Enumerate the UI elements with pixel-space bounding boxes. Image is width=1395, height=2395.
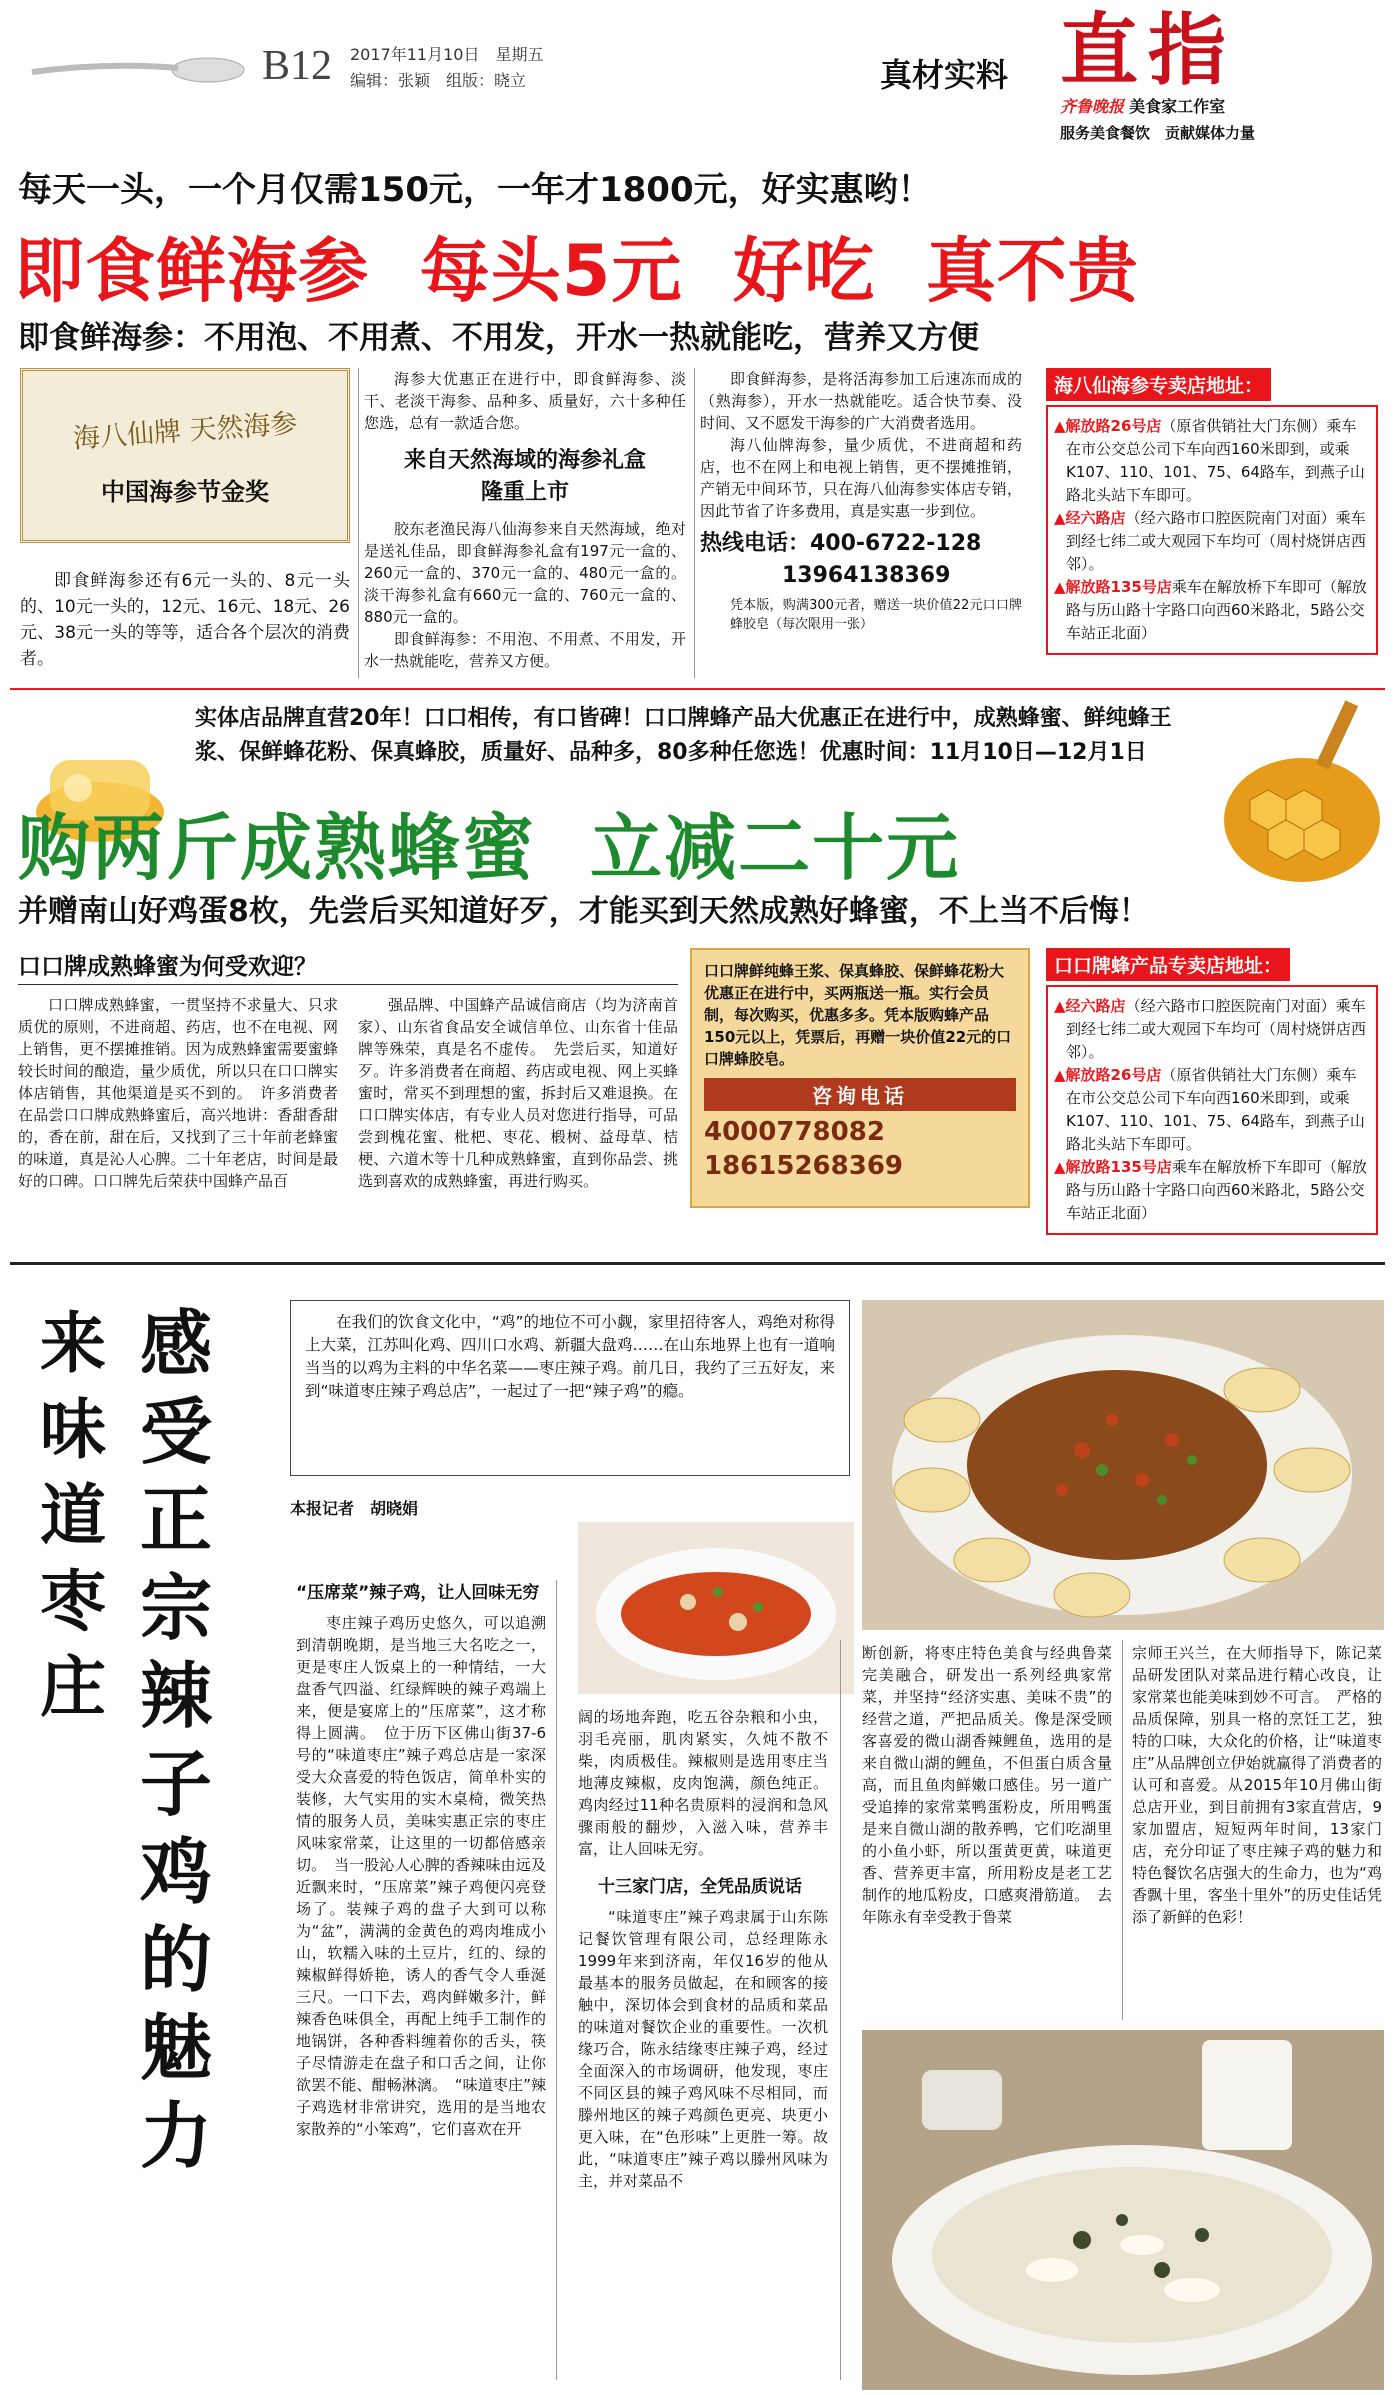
article-col3: 断创新，将枣庄特色美食与经典鲁菜完美融合，研发出一系列经典家常菜，并坚持“经济实惠、美味不贵”的经营之道，严把品质关。像是深受顾客喜爱的微山湖香辣鲤鱼，选用的是来自微山湖的鲤鱼，不但蛋白质含量高，而且鱼肉鲜嫩口感佳。另一道广受追捧的家常菜鸭蛋粉皮，所用鸭蛋是来自微山湖的散养鸭，它们吃湖里的小鱼小虾，所以蛋黄更黄，味道更香、营养更丰富，所用粉皮是老工艺制作的地瓜粉皮，口感爽滑筋道。 去年陈永有幸受教于鲁菜 (862, 1644, 1112, 1926)
ad2-phone2: 18615268369 (704, 1151, 903, 1181)
header-date: 2017年11月10日 星期五 (350, 45, 544, 64)
brand-logo (1060, 6, 1380, 156)
ad1-note: 凭本版，购满300元者，赠送一块价值22元口口牌蜂胶皂（每次限用一张） (730, 598, 1022, 632)
award-title: 中国海参节金奖 (101, 477, 269, 506)
ad1-hotline2: 13964138369 (782, 563, 951, 588)
section-title: 真材实料 (880, 56, 1009, 94)
ad2-col1: 口口牌成熟蜂蜜，一贯坚持不求量大、只求质优的原则，不进商超、药店，也不在电视、网上销售，更不摆摊推销。因为成熟蜂蜜需要蜜蜂较长时间的酿造，量少质优，所以只在口口牌实体店销售，其他渠道是买不到的。 许多消费者在品尝口口牌成熟蜂蜜后，高兴地讲：香甜香甜的，香在前，甜在后，又找到了三十年前老蜂蜜的味道，真是沁人心脾。二十年老店，时间是最好的口碑。口口牌先后荣获中国蜂产品百 (18, 996, 338, 1190)
store-item: ▲解放路135号店乘车在解放桥下车即可（解放路与历山路十字路口向西60米路北，5路公交车站正北面） (1054, 578, 1367, 642)
ad1-col3: 即食鲜海参，是将活海参加工后速冻而成的（熟海参），开水一热就能吃。适合快节奏、没时间、又不愿发干海参的广大消费者选用。 海八仙牌海参，量少质优，不进商超和药店，也不在网上和电视上销售，更不摆摊推销，产销无中间环节，只在海八仙海参实体店专销，因此节省了许多费用，真是实惠一步到位。 热线电话：400-6722-128 13964138369 凭本版，购满300元者，赠送一块价值22元口口牌蜂胶皂（每次限用一张） (700, 370, 1022, 632)
store-item: ▲解放路26号店（原省供销社大门东侧）乘车在市公交总公司下车向西160米即到，或乘K107、110、101、75、64路车，到燕子山路北头站下车即可。 (1054, 417, 1365, 504)
ad2-store-box (1046, 948, 1378, 1235)
header-editor: 编辑：张颖 组版：晓立 (350, 71, 527, 90)
soup-dish-photo (862, 2030, 1384, 2390)
ad1-col1: 即食鲜海参还有6元一头的、8元一头的、10元一头的，12元、16元、18元、26元、38元一头的等等，适合各个层次的消费者。 (20, 571, 350, 669)
ad2-promo-box (690, 948, 1030, 1208)
ad1-col2: 海参大优惠正在进行中，即食鲜海参、淡干、老淡干海参、品种多、质量好，六十多种任您选，总有一款适合您。 来自天然海域的海参礼盒隆重上市 胶东老渔民海八仙海参来自天然海域，绝对是送礼佳品，即食鲜海参礼盒有197元一盒的、260元一盒的、370元一盒的、480元一盒的。淡干海参礼盒有660元一盒的、760元一盒的、880元一盒的。 即食鲜海参：不用泡、不用煮、不用发，开水一热就能吃，营养又方便。 (364, 370, 686, 670)
spoon-logo (28, 40, 248, 90)
award-certificate (20, 368, 350, 543)
ad2-store-title: 口口牌蜂产品专卖店地址： (1046, 948, 1290, 981)
brand-slogan: 服务美食餐饮 贡献媒体力量 (1060, 124, 1256, 142)
ad1-col2-heading: 来自天然海域的海参礼盒隆重上市 (404, 447, 647, 505)
award-text: 海八仙牌 天然海参 (72, 408, 299, 455)
ad2-top-text: 实体店品牌直营20年！口口相传，有口皆碑！口口牌蜂产品大优惠正在进行中，成熟蜂蜜、鲜纯蜂王浆、保鲜蜂花粉、保真蜂胶，质量好、品种多，80多种任您选！优惠时间：11月10日—12月1日 (195, 706, 1172, 765)
ad1-store-box (1046, 368, 1378, 655)
honeycomb-image (1210, 690, 1385, 890)
chicken-dish-photo (862, 1300, 1384, 1630)
article-col1: “压席菜”辣子鸡，让人回味无穷 枣庄辣子鸡历史悠久，可以追溯到清朝晚期，是当地三大名吃之一，更是枣庄人饭桌上的一种情结，一大盘香气四溢、红绿辉映的辣子鸡端上来，便是宴席上的“压席菜”，这才称得上圆满。 位于历下区佛山街37-6号的“味道枣庄”辣子鸡总店是一家深受大众喜爱的特色饭店，简单朴实的装修，大气实用的实木桌椅，微笑热情的服务人员，美味实惠正宗的枣庄风味家常菜，让这里的一切都倍感亲切。 当一股沁人心脾的香辣味由远及近飘来时，“压席菜”辣子鸡便闪亮登场了。装辣子鸡的盘子大到可以称为“盆”，满满的金黄色的鸡肉堆成小山，软糯入味的土豆片，红的、绿的辣椒鲜得娇艳，诱人的香气令人垂涎三尺。一口下去，鸡肉鲜嫩多汁，鲜辣香色味俱全，再配上纯手工制作的地锅饼，各种香料缠着你的舌头，筷子尽情游走在盘子和口舌之间，让你欲罢不能、酣畅淋漓。 “味道枣庄”辣子鸡选材非常讲究，选用的是当地农家散养的“小笨鸡”，它们喜欢在开 (296, 1580, 546, 2140)
brand-big: 直指 (1060, 5, 1237, 96)
ad2-question: 口口牌成熟蜂蜜为何受欢迎？ (18, 954, 317, 980)
article-col2: 阔的场地奔跑，吃五谷杂粮和小虫，羽毛亮丽，肌肉紧实，久炖不散不柴，肉质极佳。辣椒则是选用枣庄当地薄皮辣椒，皮肉饱满，颜色纯正。鸡肉经过11种名贵原料的浸润和急风骤雨般的翻炒，入滋入味，营养丰富，让人回味无穷。 十三家门店，全凭品质说话 “味道枣庄”辣子鸡隶属于山东陈记餐饮管理有限公司，总经理陈永1999年来到济南，年仅16岁的他从最基本的服务员做起，在和顾客的接触中，深切体会到食材的品质和菜品的味道对餐饮企业的重要性。一次机缘巧合，陈永结缘枣庄辣子鸡，经过全面深入的市场调研，他发现，枣庄不同区县的辣子鸡风味不尽相同，而滕州地区的辣子鸡颜色更亮、块更小更入味，在“色形味”上更胜一筹。故此，“味道枣庄”辣子鸡以滕州风味为主，并对菜品不 (578, 1708, 828, 2190)
article-title-right: 感受正宗辣子鸡的魅力 (140, 1301, 213, 2178)
article-intro: 在我们的饮食文化中，“鸡”的地位不可小觑，家里招待客人，鸡绝对称得上大菜，江苏叫化鸡、四川口水鸡、新疆大盘鸡……在山东地界上也有一道响当当的以鸡为主料的中华名菜——枣庄辣子鸡。前几日，我约了三五好友，来到“味道枣庄辣子鸡总店”，一起过了一把“辣子鸡”的瘾。 (305, 1313, 835, 1400)
store-item: ▲解放路135号店乘车在解放桥下车即可（解放路与历山路十字路口向西60米路北，5路公交车站正北面） (1054, 1158, 1367, 1222)
store-item: ▲经六路店（经六路市口腔医院南门对面）乘车到经七纬二或大观园下车均可（周村烧饼店西邻）。 (1054, 509, 1367, 573)
article-col4: 宗师王兴兰，在大师指导下，陈记菜品研发团队对菜品进行精心改良，让家常菜也能美味到妙不可言。 严格的品质保障，别具一格的烹饪工艺，独特的口味，大众化的价格，让“味道枣庄”从品牌创立伊始就赢得了消费者的认可和喜爱。从2015年10月佛山街总店开业，到目前拥有3家直营店，9家加盟店，短短两年时间，13家门店，充分印证了枣庄辣子鸡的魅力和特色餐饮名店强大的生命力，也为“鸡香飘十里，客坐十里外”的历史佳话凭添了新鲜的色彩！ (1132, 1644, 1382, 1926)
ad1-top-line: 每天一头，一个月仅需150元，一年才1800元，好实惠哟！ (18, 170, 932, 210)
article-intro-box (290, 1300, 850, 1476)
ad2-promo: 口口牌鲜纯蜂王浆、保真蜂胶、保鲜蜂花粉大优惠正在进行中，买两瓶送一瓶。实行会员制，每次购买，优惠多多。凭本版购蜂产品150元以上，凭票后，再赠一块价值22元的口口牌蜂胶皂。 (704, 962, 1012, 1068)
ad1-headline: 即食鲜海参 每头5元 好吃 真不贵 (14, 230, 1139, 312)
article-subhead-1: “压席菜”辣子鸡，让人回味无穷 (296, 1583, 540, 1603)
ad2-phone1: 4000778082 (704, 1117, 885, 1147)
ad1-store-title: 海八仙海参专卖店地址： (1046, 368, 1271, 401)
article-title-left: 来味道枣庄 (40, 1304, 106, 1726)
brand-studio: 美食家工作室 (1129, 97, 1226, 116)
store-item: ▲经六路店（经六路市口腔医院南门对面）乘车到经七纬二或大观园下车均可（周村烧饼店西邻）。 (1054, 997, 1367, 1061)
store-item: ▲解放路26号店（原省供销社大门东侧）乘车在市公交总公司下车向西160米即到，或乘K107、110、101、75、64路车，到燕子山路北头站下车即可。 (1054, 1066, 1365, 1153)
brand-paper: 齐鲁晚报 (1060, 97, 1125, 116)
article-byline: 本报记者 胡晓娟 (290, 1499, 419, 1518)
article-subhead-2: 十三家门店，全凭品质说话 (598, 1877, 802, 1897)
ad1-hotline: 热线电话：400-6722-128 (700, 531, 982, 556)
ad2-col2: 强品牌、中国蜂产品诚信商店（均为济南首家）、山东省食品安全诚信单位、山东省十佳品牌等殊荣，真是名不虚传。 先尝后买，知道好歹。许多消费者在商超、药店或电视、网上买蜂蜜时，常买不到理想的蜜，拆封后又难退换。在口口牌实体店，有专业人员对您进行指导，可品尝到槐花蜜、枇杷、枣花、椴树、益母草、桔梗、六道木等十几种成熟蜂蜜，直到你品尝、挑选到喜欢的成熟蜂蜜，再进行购买。 (358, 996, 678, 1190)
ad2-subline: 并赠南山好鸡蛋8枚，先尝后买知道好歹，才能买到天然成熟好蜂蜜，不上当不后悔！ (18, 894, 1149, 929)
ad2-headline: 购两斤成熟蜂蜜 立减二十元 (18, 806, 961, 890)
ad1-subline: 即食鲜海参：不用泡、不用煮、不用发，开水一热就能吃，营养又方便 (18, 320, 979, 356)
fish-dish-photo (578, 1522, 854, 1694)
ad2-consult-label: 咨询电话 (704, 1078, 1016, 1111)
page-number: B12 (262, 43, 333, 89)
